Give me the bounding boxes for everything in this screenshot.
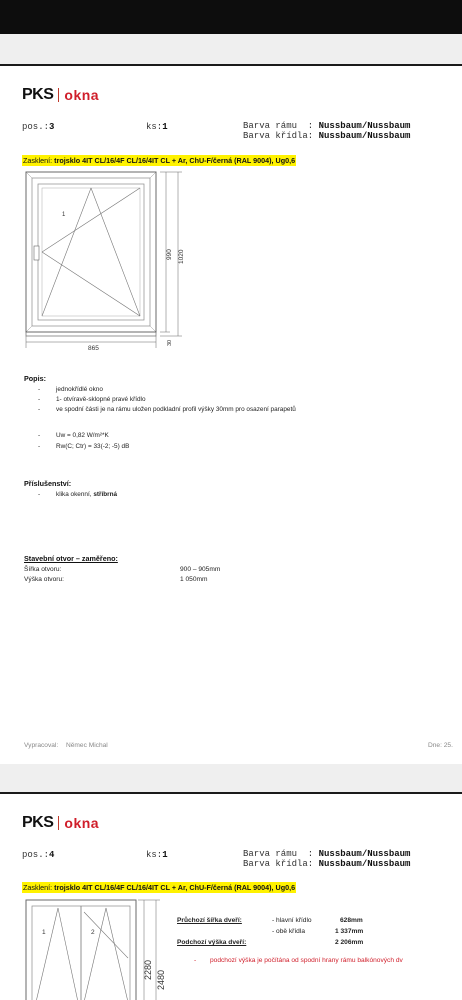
dim-2280: 2280 [143,959,153,980]
podchozi-value: 2 206mm [335,939,364,946]
logo-pks-2: PKS [22,814,54,831]
sash2-number: 2 [91,929,95,936]
ks-field-2: ks:1 [146,850,168,860]
sirka-label: Šířka otvoru: [24,566,62,573]
vyska-label: Výška otvoru: [24,576,64,583]
logo-separator [58,88,59,102]
glazing-spec: Zasklení: trojsklo 4IT CL/16/4F CL/16/4IT CL + Ar, ChU-F/černá (RAL 9004), Ug0,6 [23,156,296,165]
window-drawing [20,170,190,355]
pos-field-2: pos.:4 [22,850,55,860]
page-gap-2 [0,764,462,792]
pos-field: pos.:3 [22,122,55,132]
pks-logo [22,86,99,104]
podchozi-label: Podchozí výška dveří: [177,939,247,946]
logo-okna-2: okna [64,815,100,831]
dim-h1: 990 [166,249,173,260]
obe-value: 1 337mm [335,928,364,935]
ks-field: ks:1 [146,122,168,132]
frame-color-2: Barva rámu : Nussbaum/Nussbaum [243,849,411,859]
note-dash: - [194,957,197,964]
sash1-number: 1 [42,929,46,936]
stavebni-otvor-title: Stavební otvor – zaměřeno: [24,554,118,563]
hlavni-value: 628mm [340,917,363,924]
logo-okna: okna [64,87,100,103]
obe-label: - obě křídla [272,928,305,935]
date-label: Dne: 25. [428,742,453,749]
dim-h2: 1020 [178,249,185,264]
page-gap [0,34,462,64]
pks-logo-2 [22,814,99,832]
prislusenstvi-title: Příslušenství: [24,479,72,488]
document-page-2 [0,792,462,1000]
podchozi-note: podchozí výška je počítána od spodní hrany rámu balkónových dv [210,957,403,964]
logo-pks: PKS [22,86,54,103]
dim-width: 865 [88,345,99,352]
document-page-1: PKS okna pos.:3 ks:1 Barva rámu : Nussbaum/Nussbaum Barva křídla: Nussbaum/Nussbaum Zasklení: trojsklo 4IT CL/16/4F CL/16/4IT CL + Ar, ChU-F/černá (RAL 9004), Ug0,6 1 865 990 1020 30 Popis: - jednokřídlé okno - 1- otvíravě-sklopné pravé křídlo - ve spodní části je na rámu uložen podkladní profil výšky 30mm pro osazení parapetů - Uw = 0,82 W/m²*K - Rw(C; Ctr) = 33(-2; -5) dB Příslušenství: - klika okenní, stříbrná Stavební otvor – zaměřeno: Šířka otvoru: 900 – 905mm Výška otvoru: 1 050mm Vypracoval: Němec Michal Dne: 25. [0,64,462,764]
door-drawing [20,898,170,1000]
pruchozi-label: Průchozí šířka dveří: [177,917,242,924]
frame-color: Barva rámu : Nussbaum/Nussbaum [243,121,411,131]
vypracoval-label: Vypracoval: [24,742,59,749]
top-black-bar [0,0,462,34]
sash-color-2: Barva křídla: Nussbaum/Nussbaum [243,859,411,869]
vyska-value: 1 050mm [180,576,208,583]
hlavni-label: - hlavní křídlo [272,917,312,924]
sirka-value: 900 – 905mm [180,566,221,573]
vypracoval-value: Němec Michal [66,742,108,749]
popis-title: Popis: [24,374,46,383]
logo-separator-2 [58,816,59,830]
glazing-spec-2: Zasklení: trojsklo 4IT CL/16/4F CL/16/4IT CL + Ar, ChU-F/černá (RAL 9004), Ug0,6 [23,883,296,892]
sash-number: 1 [62,212,66,218]
dim-2480: 2480 [156,969,166,990]
sash-color: Barva křídla: Nussbaum/Nussbaum [243,131,411,141]
dim-bottom: 30 [167,339,173,346]
